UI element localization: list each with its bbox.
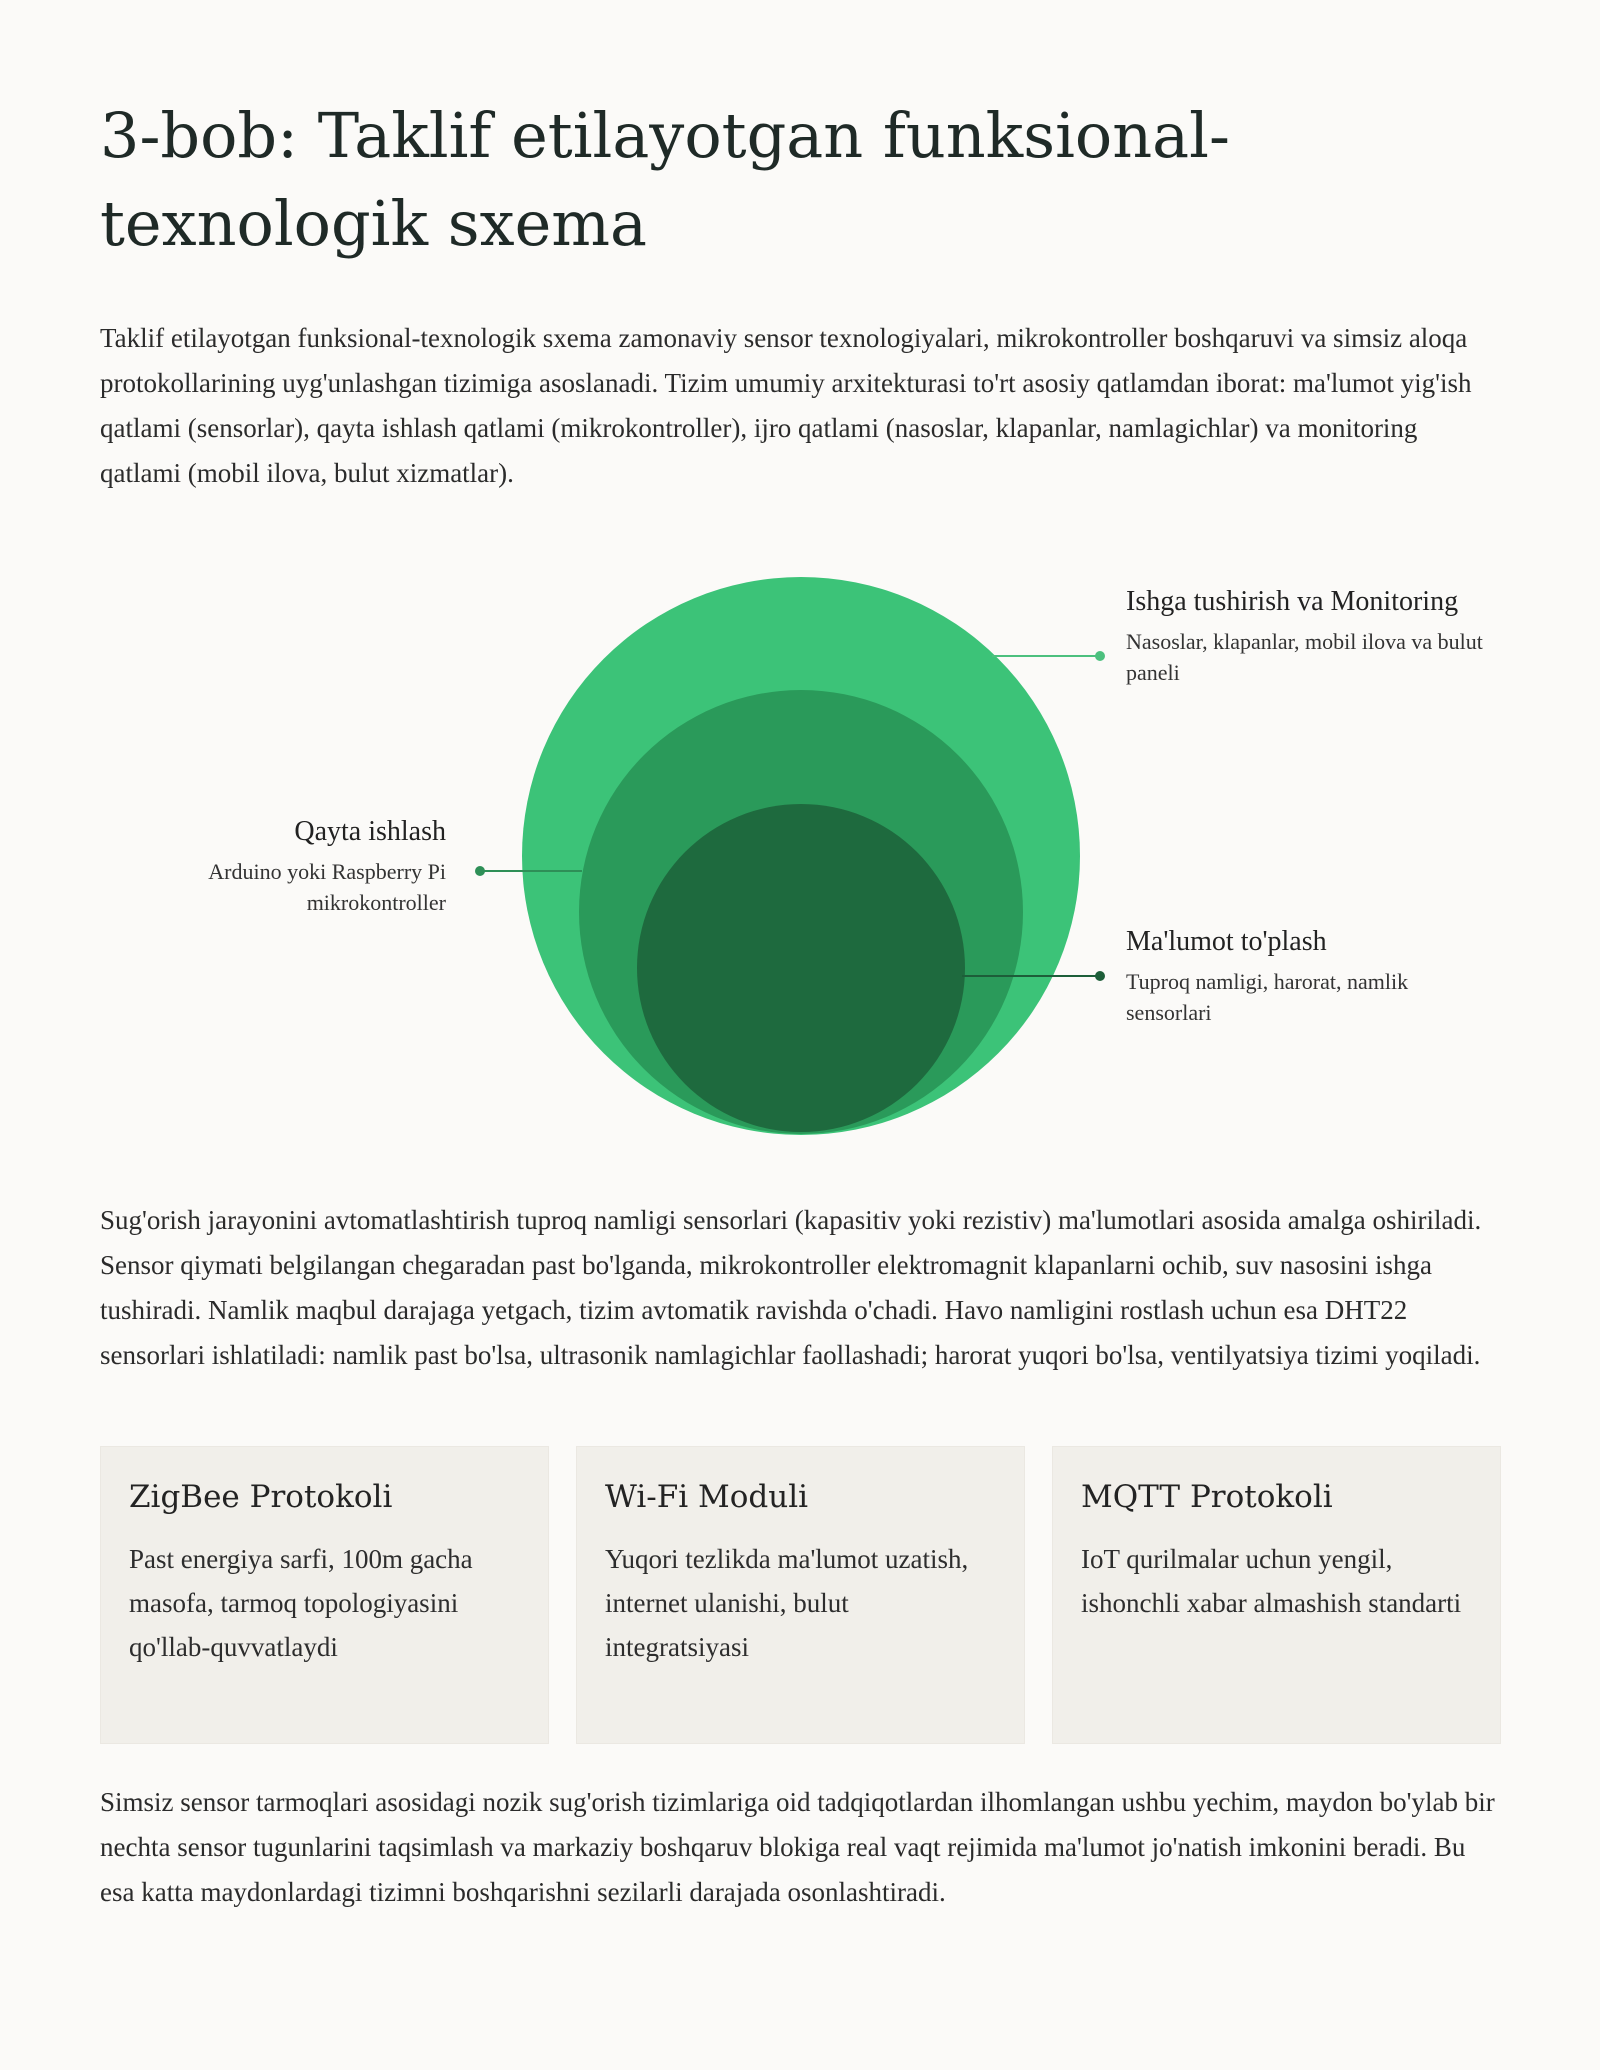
page-title: 3-bob: Taklif etilayotgan funksional-texnologik sxema (100, 99, 1230, 260)
layer-title: Qayta ishlash (294, 816, 446, 847)
card-body: Yuqori tezlikda ma'lumot uzatish, internet ulanishi, bulut integratsiyasi (605, 1544, 969, 1662)
layer-description: Arduino yoki Raspberry Pi mikrokontroller (208, 859, 446, 915)
layer-label-data-collection (1126, 922, 1466, 1028)
connector-dot-outer (1095, 651, 1105, 661)
layer-label-processing (120, 812, 446, 918)
layer-title: Ma'lumot to'plash (1126, 926, 1327, 957)
card-title: MQTT Protokoli (1081, 1479, 1333, 1515)
layer-description: Nasoslar, klapanlar, mobil ilova va bulut paneli (1126, 629, 1483, 685)
protocol-cards (100, 1446, 1500, 1744)
card-body: IoT qurilmalar uchun yengil, ishonchli xabar almashish standarti (1081, 1544, 1462, 1618)
card-mqtt (1052, 1446, 1501, 1744)
connector-dot-inner (1095, 971, 1105, 981)
body-paragraph-automation: Sug'orish jarayonini avtomatlashtirish tuproq namligi sensorlari (kapasitiv yoki rezistiv) ma'lumotlari asosida amalga oshiriladi. Sensor qiymati belgilangan chegaradan past bo'lganda, mikrokontroller elektromagnit klapanlarni ochib, suv nasosini ishga tushiradi. Namlik maqbul darajaga yetgach, tizim avtomatik ravishda o'chadi. Havo namligini rostlash uchun esa DHT22 sensorlari ishlatiladi: namlik past bo'lsa, ultrasonik namlagichlar faollashadi; harorat yuqori bo'lsa, ventilyatsiya tizimi yoqiladi. (100, 1205, 1482, 1370)
inner-circle (637, 804, 965, 1132)
layer-description: Tuproq namligi, harorat, namlik sensorlari (1126, 969, 1409, 1025)
card-title: Wi-Fi Moduli (605, 1479, 809, 1515)
card-wifi (576, 1446, 1025, 1744)
layer-title: Ishga tushirish va Monitoring (1126, 586, 1459, 617)
card-body: Past energiya sarfi, 100m gacha masofa, tarmoq topologiyasini qo'llab-quvvatlaydi (129, 1544, 473, 1662)
card-title: ZigBee Protokoli (129, 1479, 393, 1515)
card-zigbee (100, 1446, 549, 1744)
layer-label-monitoring (1126, 582, 1506, 688)
layer-diagram (0, 560, 1600, 1160)
intro-paragraph: Taklif etilayotgan funksional-texnologik sxema zamonaviy sensor texnologiyalari, mikrokontroller boshqaruvi va simsiz aloqa protokollarining uyg'unlashgan tizimiga asoslanadi. Tizim umumiy arxitekturasi to'rt asosiy qatlamdan iborat: ma'lumot yig'ish qatlami (sensorlar), qayta ishlash qatlami (mikrokontroller), ijro qatlami (nasoslar, klapanlar, namlagichlar) va monitoring qatlami (mobil ilova, bulut xizmatlar). (100, 323, 1472, 488)
body-paragraph-wireless: Simsiz sensor tarmoqlari asosidagi nozik sug'orish tizimlariga oid tadqiqotlardan ilhomlangan ushbu yechim, maydon bo'ylab bir nechta sensor tugunlarini taqsimlash va markaziy boshqaruv blokiga real vaqt rejimida ma'lumot jo'natish imkonini beradi. Bu esa katta maydonlardagi tizimni boshqarishni sezilarli darajada osonlashtiradi. (100, 1787, 1495, 1907)
connector-dot-middle (475, 866, 485, 876)
